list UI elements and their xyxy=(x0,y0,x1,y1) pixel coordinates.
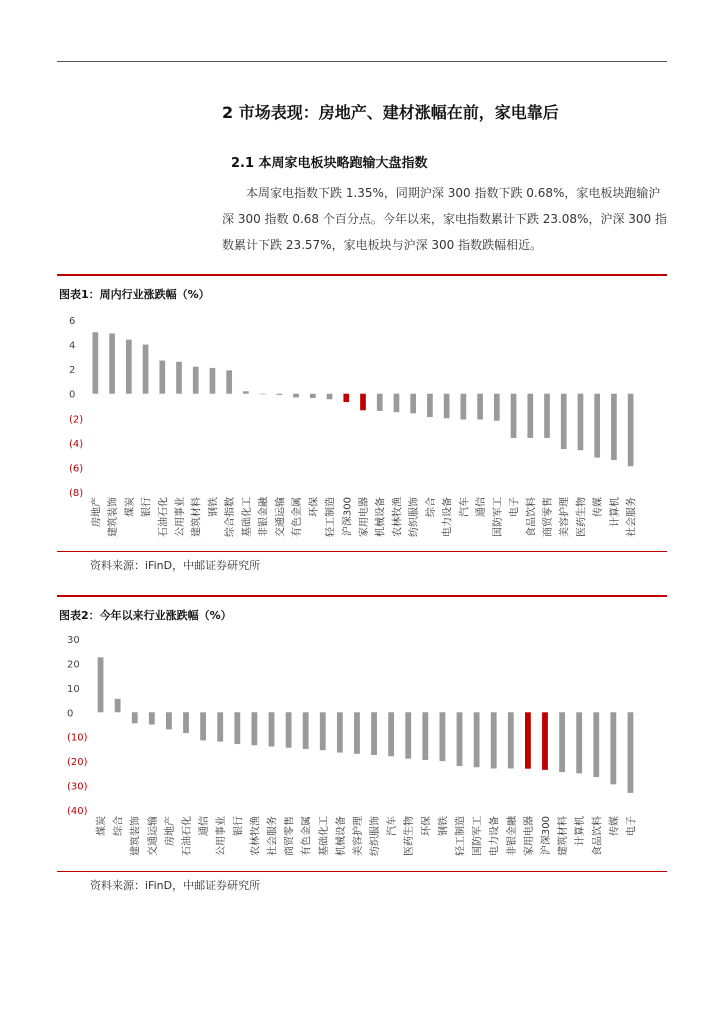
bar-通信 xyxy=(200,712,206,740)
bar-综合 xyxy=(427,394,433,417)
bar-农林牧渔 xyxy=(394,394,400,412)
x-tick-label: 医药生物 xyxy=(404,816,416,856)
paragraph-text: 本周家电指数下跌 1.35%，同期沪深 300 指数下跌 0.68%，家电板块跑输沪深 300 指数 0.68 个百分点。今年以来，家电指数累计下跌 23.08%，沪深 300 指数累计下跌 23.57%，家电板块与沪深 300 指数跌幅相近。 xyxy=(222,186,667,252)
y-tick-label: (8) xyxy=(69,488,84,499)
x-tick-label: 医药生物 xyxy=(576,497,588,537)
x-tick-label: 基础化工 xyxy=(241,497,253,537)
bar-沪深300 xyxy=(343,394,349,402)
bar-环保 xyxy=(422,712,428,760)
y-tick-label: 6 xyxy=(69,316,76,327)
y-tick-label: (20) xyxy=(67,757,88,769)
bar-非银金融 xyxy=(260,394,266,395)
bar-建筑装饰 xyxy=(132,712,138,723)
figure-2-source: 资料来源：iFinD，中邮证券研究所 xyxy=(90,879,261,892)
x-tick-label: 食品饮料 xyxy=(526,497,538,537)
x-tick-label: 农林牧渔 xyxy=(392,497,404,537)
bar-轻工制造 xyxy=(327,394,333,400)
bar-煤炭 xyxy=(98,657,104,712)
figure-2-bottom xyxy=(57,871,667,872)
x-tick-label: 房地产 xyxy=(164,816,176,846)
bar-公用事业 xyxy=(217,712,223,741)
bar-传媒 xyxy=(610,712,616,784)
bar-银行 xyxy=(234,712,240,744)
x-tick-label: 银行 xyxy=(141,497,153,517)
bar-美容护理 xyxy=(561,394,567,449)
x-tick-label: 银行 xyxy=(233,816,245,836)
x-tick-label: 综合指数 xyxy=(225,497,237,537)
x-tick-label: 纺织服饰 xyxy=(370,816,382,856)
bar-综合 xyxy=(115,699,121,712)
y-tick-label: 10 xyxy=(67,683,80,695)
x-tick-label: 轻工制造 xyxy=(455,816,467,856)
bar-建筑材料 xyxy=(559,712,565,772)
figure-1-title: 图表1：周内行业涨跌幅（%） xyxy=(59,288,210,301)
x-tick-label: 建筑材料 xyxy=(558,816,570,856)
bar-有色金属 xyxy=(303,712,309,749)
y-tick-label: 0 xyxy=(67,708,74,720)
bar-计算机 xyxy=(576,712,582,773)
x-tick-label: 美容护理 xyxy=(352,816,364,856)
y-tick-label: (10) xyxy=(67,732,88,744)
bar-交通运输 xyxy=(149,712,155,724)
x-tick-label: 家用电器 xyxy=(523,816,535,856)
body-paragraph xyxy=(222,180,668,258)
bar-国防军工 xyxy=(494,394,500,421)
bar-医药生物 xyxy=(405,712,411,758)
x-tick-label: 沪深300 xyxy=(540,816,552,856)
bar-交通运输 xyxy=(277,394,283,395)
bar-有色金属 xyxy=(293,394,299,398)
bar-石油石化 xyxy=(183,712,189,733)
bar-医药生物 xyxy=(578,394,584,451)
x-tick-label: 计算机 xyxy=(609,497,621,527)
bar-纺织服饰 xyxy=(410,394,416,414)
x-tick-label: 电子 xyxy=(509,497,521,517)
bar-公用事业 xyxy=(176,362,182,394)
bar-石油石化 xyxy=(159,361,165,394)
bar-基础化工 xyxy=(243,391,249,393)
y-tick-label: (6) xyxy=(69,463,84,475)
bar-传媒 xyxy=(594,394,600,458)
x-tick-label: 社会服务 xyxy=(267,816,279,856)
x-tick-label: 非银金融 xyxy=(258,497,270,537)
y-tick-label: (40) xyxy=(67,806,88,817)
x-tick-label: 美容护理 xyxy=(559,497,571,537)
bar-社会服务 xyxy=(269,712,275,746)
x-tick-label: 机械设备 xyxy=(375,497,387,537)
y-tick-label: 2 xyxy=(69,365,76,377)
x-tick-label: 建筑装饰 xyxy=(130,816,142,856)
x-tick-label: 综合 xyxy=(113,816,125,836)
bar-纺织服饰 xyxy=(371,712,377,755)
y-tick-label: 4 xyxy=(69,340,76,352)
x-tick-label: 沪深300 xyxy=(342,497,354,537)
x-tick-label: 房地产 xyxy=(91,497,103,527)
y-tick-label: (2) xyxy=(69,414,84,426)
figure-1 xyxy=(57,274,667,302)
y-tick-label: (4) xyxy=(69,438,84,450)
x-tick-label: 商贸零售 xyxy=(543,497,554,537)
bar-环保 xyxy=(310,394,316,398)
x-tick-label: 轻工制造 xyxy=(325,497,337,537)
x-tick-label: 机械设备 xyxy=(335,816,347,856)
bar-钢铁 xyxy=(210,368,216,394)
bar-基础化工 xyxy=(320,712,326,750)
y-tick-label: 0 xyxy=(69,389,76,401)
x-tick-label: 煤炭 xyxy=(96,816,108,836)
x-tick-label: 综合 xyxy=(425,497,437,517)
x-tick-label: 煤炭 xyxy=(124,497,136,517)
x-tick-label: 计算机 xyxy=(575,816,587,846)
bar-电子 xyxy=(511,394,517,438)
bar-建筑装饰 xyxy=(109,334,115,394)
bar-钢铁 xyxy=(440,712,446,761)
x-tick-label: 环保 xyxy=(421,816,433,836)
bar-电力设备 xyxy=(491,712,497,768)
figure-1-top-rule xyxy=(57,274,667,276)
section-title: 2 市场表现：房地产、建材涨幅在前，家电靠后 xyxy=(222,103,559,122)
x-tick-label: 钢铁 xyxy=(438,816,450,836)
figure-2-bottom-rule xyxy=(57,871,667,872)
y-tick-label: (30) xyxy=(67,781,88,793)
weekly-change-chart xyxy=(57,304,667,550)
y-tick-label: 30 xyxy=(67,635,80,646)
bar-家用电器 xyxy=(525,712,531,768)
x-tick-label: 汽车 xyxy=(387,816,399,836)
x-tick-label: 交通运输 xyxy=(275,497,287,537)
bar-国防军工 xyxy=(474,712,480,767)
x-tick-label: 电子 xyxy=(626,816,638,836)
bar-沪深300 xyxy=(542,712,548,770)
x-tick-label: 石油石化 xyxy=(182,816,194,856)
x-tick-label: 公用事业 xyxy=(175,497,186,537)
bar-房地产 xyxy=(166,712,172,729)
ytd-change-chart xyxy=(57,626,667,870)
x-tick-label: 有色金属 xyxy=(292,497,304,537)
x-tick-label: 国防军工 xyxy=(492,497,504,537)
x-tick-label: 汽车 xyxy=(459,497,471,517)
bar-商贸零售 xyxy=(544,394,550,438)
x-tick-label: 通信 xyxy=(476,497,488,517)
x-tick-label: 商贸零售 xyxy=(284,816,296,856)
figure-2 xyxy=(57,595,667,623)
x-tick-label: 纺织服饰 xyxy=(409,497,421,537)
subsection-title: 2.1 本周家电板块略跑输大盘指数 xyxy=(231,156,428,171)
bar-通信 xyxy=(477,394,483,420)
bar-建筑材料 xyxy=(193,367,199,394)
x-tick-label: 食品饮料 xyxy=(592,816,604,856)
bar-房地产 xyxy=(93,332,99,393)
x-tick-label: 有色金属 xyxy=(301,816,313,856)
bar-机械设备 xyxy=(377,394,383,411)
header-rule xyxy=(57,61,667,62)
bar-非银金融 xyxy=(508,712,514,768)
x-tick-label: 基础化工 xyxy=(318,816,330,856)
x-tick-label: 石油石化 xyxy=(158,497,170,537)
bar-商贸零售 xyxy=(286,712,292,747)
x-tick-label: 非银金融 xyxy=(506,816,518,856)
x-tick-label: 传媒 xyxy=(609,816,621,836)
x-tick-label: 国防军工 xyxy=(472,816,484,856)
x-tick-label: 农林牧渔 xyxy=(250,816,262,856)
figure-1-bottom xyxy=(57,551,667,552)
bar-食品饮料 xyxy=(527,394,533,438)
figure-1-source: 资料来源：iFinD，中邮证券研究所 xyxy=(90,559,261,572)
y-tick-label: 20 xyxy=(67,659,80,671)
bar-食品饮料 xyxy=(593,712,599,777)
x-tick-label: 通信 xyxy=(199,816,211,836)
figure-2-top-rule xyxy=(57,595,667,597)
x-tick-label: 电力设备 xyxy=(442,497,454,537)
bar-电力设备 xyxy=(444,394,450,419)
x-tick-label: 社会服务 xyxy=(626,497,638,537)
bar-轻工制造 xyxy=(457,712,463,766)
x-tick-label: 家用电器 xyxy=(359,497,370,537)
bar-农林牧渔 xyxy=(251,712,257,745)
bar-美容护理 xyxy=(354,712,360,754)
bar-机械设备 xyxy=(337,712,343,752)
x-tick-label: 环保 xyxy=(308,497,320,517)
figure-1-bottom-rule xyxy=(57,551,667,552)
bar-社会服务 xyxy=(628,394,634,466)
bar-计算机 xyxy=(611,394,617,460)
x-tick-label: 钢铁 xyxy=(208,497,220,517)
bar-家用电器 xyxy=(360,394,366,411)
x-tick-label: 传媒 xyxy=(593,497,605,517)
bar-综合指数 xyxy=(226,370,232,393)
figure-2-title: 图表2：今年以来行业涨跌幅（%） xyxy=(59,609,232,622)
bar-银行 xyxy=(143,345,149,394)
x-tick-label: 建筑材料 xyxy=(191,497,203,537)
bar-汽车 xyxy=(461,394,467,420)
x-tick-label: 交通运输 xyxy=(147,816,159,856)
x-tick-label: 公用事业 xyxy=(216,816,228,856)
bar-电子 xyxy=(628,712,634,793)
bar-汽车 xyxy=(388,712,394,756)
x-tick-label: 建筑装饰 xyxy=(108,497,120,537)
bar-煤炭 xyxy=(126,340,132,394)
x-tick-label: 电力设备 xyxy=(489,816,501,856)
